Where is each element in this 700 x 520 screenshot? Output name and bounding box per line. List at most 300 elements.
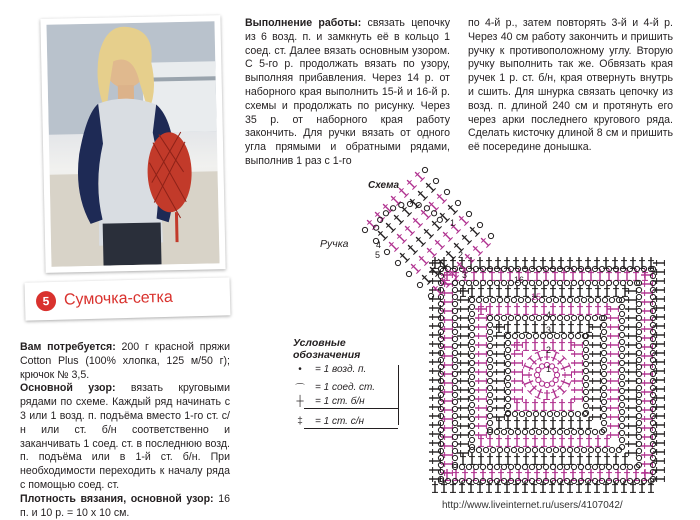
chain-stitch-mark xyxy=(515,464,520,469)
chain-stitch-mark xyxy=(627,478,632,483)
chain-stitch-mark xyxy=(532,447,537,452)
chain-stitch-mark xyxy=(522,464,527,469)
chain-stitch-mark xyxy=(508,266,513,271)
chain-stitch-mark xyxy=(519,333,524,338)
chain-stitch-mark xyxy=(508,429,513,434)
chain-stitch-mark xyxy=(619,346,624,351)
chain-stitch-mark xyxy=(557,464,562,469)
chain-stitch-mark xyxy=(536,429,541,434)
chain-stitch-mark xyxy=(469,332,474,337)
chain-stitch-mark xyxy=(601,420,606,425)
row-number-label: 3 xyxy=(546,325,552,335)
chain-stitch-mark xyxy=(619,311,624,316)
chain-stitch-icon: • xyxy=(298,364,302,375)
chain-stitch-mark xyxy=(540,333,545,338)
chain-stitch-mark xyxy=(452,329,457,334)
chain-stitch-mark xyxy=(613,464,618,469)
chain-stitch-mark xyxy=(536,464,541,469)
chain-stitch-mark xyxy=(544,382,549,387)
chain-stitch-mark xyxy=(505,368,510,373)
chain-stitch-mark xyxy=(480,280,485,285)
chain-stitch-mark xyxy=(592,280,597,285)
chain-stitch-mark xyxy=(550,315,555,320)
legend-underline-2 xyxy=(304,428,398,429)
chain-stitch-mark xyxy=(433,178,438,183)
label-needed: Вам потребуется: xyxy=(20,341,116,353)
chain-stitch-mark xyxy=(636,427,641,432)
chain-stitch-mark xyxy=(606,464,611,469)
chain-stitch-mark xyxy=(494,315,499,320)
chain-stitch-mark xyxy=(619,430,624,435)
chain-stitch-mark xyxy=(494,429,499,434)
chain-stitch-mark xyxy=(636,357,641,362)
chain-stitch-mark xyxy=(511,447,516,452)
chain-stitch-mark xyxy=(557,315,562,320)
chain-stitch-mark xyxy=(619,395,624,400)
chain-stitch-mark xyxy=(636,308,641,313)
chain-stitch-mark xyxy=(469,346,474,351)
chain-stitch-mark xyxy=(601,357,606,362)
chain-stitch-mark xyxy=(588,297,593,302)
double-crochet-icon: ‡ xyxy=(297,416,303,427)
chain-stitch-mark xyxy=(422,167,427,172)
row-number-label: 5 xyxy=(375,250,381,260)
instructions-column-2: по 4-й р., затем повторять 3-й и 4-й р. Через 40 см работу закончить и пришить ручку к противоположному углу. Вторую ручку выполнить так же. Обвязать края ручек 1 р. ст. б/н, края отвернуть внутрь и сшить. Для шнурка связать цепочку из возд. п. длиной 240 см и протянуть его через арки последнего кругового ряда. Сделать кисточку длиной 8 см и пришить её посередине донышка. xyxy=(468,17,673,154)
chain-stitch-mark xyxy=(636,406,641,411)
chain-stitch-mark xyxy=(438,462,443,467)
chain-stitch-mark xyxy=(469,360,474,365)
chain-stitch-mark xyxy=(469,367,474,372)
chain-stitch-mark xyxy=(529,464,534,469)
chain-stitch-mark xyxy=(488,233,493,238)
chain-stitch-mark xyxy=(583,403,588,408)
chain-stitch-mark xyxy=(619,388,624,393)
chain-stitch-mark xyxy=(560,297,565,302)
chain-stitch-mark xyxy=(455,200,460,205)
chain-stitch-mark xyxy=(601,371,606,376)
chain-stitch-mark xyxy=(619,416,624,421)
chain-stitch-mark xyxy=(508,280,513,285)
chain-stitch-mark xyxy=(578,429,583,434)
chain-stitch-mark xyxy=(487,464,492,469)
chain-stitch-mark xyxy=(505,361,510,366)
chain-stitch-mark xyxy=(557,478,562,483)
chain-stitch-mark xyxy=(650,462,655,467)
legend-underline-1 xyxy=(304,408,398,409)
chain-stitch-mark xyxy=(452,287,457,292)
chain-stitch-mark xyxy=(452,427,457,432)
chain-stitch-mark xyxy=(490,297,495,302)
chain-stitch-mark xyxy=(390,206,395,211)
chain-stitch-mark xyxy=(601,385,606,390)
chain-stitch-mark xyxy=(452,301,457,306)
chain-stitch-mark xyxy=(554,411,559,416)
chain-stitch-mark xyxy=(469,304,474,309)
chain-stitch-mark xyxy=(466,280,471,285)
chain-stitch-mark xyxy=(601,350,606,355)
row-number-label: 2 xyxy=(458,250,464,260)
chain-stitch-mark xyxy=(526,411,531,416)
chain-stitch-mark xyxy=(438,322,443,327)
chain-stitch-mark xyxy=(619,360,624,365)
chain-stitch-mark xyxy=(636,441,641,446)
chain-stitch-mark xyxy=(469,353,474,358)
legend-label-dc: = 1 ст. с/н xyxy=(315,416,365,427)
chain-stitch-mark xyxy=(487,322,492,327)
chain-stitch-mark xyxy=(469,318,474,323)
chain-stitch-mark xyxy=(452,378,457,383)
chain-stitch-mark xyxy=(634,478,639,483)
chain-stitch-mark xyxy=(554,333,559,338)
chain-stitch-mark xyxy=(505,347,510,352)
chain-stitch-mark xyxy=(469,395,474,400)
chain-stitch-mark xyxy=(583,340,588,345)
chain-stitch-mark xyxy=(601,364,606,369)
chain-stitch-mark xyxy=(650,448,655,453)
chain-stitch-mark xyxy=(575,411,580,416)
chain-stitch-mark xyxy=(543,464,548,469)
chain-stitch-mark xyxy=(583,347,588,352)
project-number-badge: 5 xyxy=(36,291,57,312)
chain-stitch-mark xyxy=(534,372,539,377)
chain-stitch-mark xyxy=(650,329,655,334)
chain-stitch-mark xyxy=(636,399,641,404)
chain-stitch-mark xyxy=(476,297,481,302)
chain-stitch-mark xyxy=(636,378,641,383)
chain-stitch-mark xyxy=(561,411,566,416)
chain-stitch-mark xyxy=(459,280,464,285)
chain-stitch-mark xyxy=(619,423,624,428)
chain-stitch-mark xyxy=(592,429,597,434)
chain-stitch-mark xyxy=(487,406,492,411)
chain-stitch-mark xyxy=(539,364,544,369)
chain-stitch-mark xyxy=(487,392,492,397)
row-number-label: 1 xyxy=(450,218,456,228)
chain-stitch-mark xyxy=(613,280,618,285)
chain-stitch-mark xyxy=(505,389,510,394)
chain-stitch-mark xyxy=(650,392,655,397)
chain-stitch-mark xyxy=(505,403,510,408)
project-title: Сумочка-сетка xyxy=(63,288,173,309)
chain-stitch-mark xyxy=(619,402,624,407)
chain-stitch-mark xyxy=(452,357,457,362)
chain-stitch-mark xyxy=(571,280,576,285)
chain-stitch-mark xyxy=(627,266,632,271)
chain-stitch-mark xyxy=(601,378,606,383)
slip-stitch-icon: ⌒ xyxy=(295,384,305,395)
chain-stitch-mark xyxy=(560,447,565,452)
chain-stitch-mark xyxy=(487,280,492,285)
legend-frame xyxy=(398,365,399,425)
chain-stitch-mark xyxy=(601,392,606,397)
chain-stitch-mark xyxy=(620,280,625,285)
chain-stitch-mark xyxy=(406,271,411,276)
chain-stitch-mark xyxy=(452,336,457,341)
chain-stitch-mark xyxy=(583,368,588,373)
chain-stitch-mark xyxy=(619,353,624,358)
chain-stitch-mark xyxy=(515,429,520,434)
chain-stitch-mark xyxy=(636,350,641,355)
chain-stitch-mark xyxy=(581,297,586,302)
chain-stitch-mark xyxy=(476,447,481,452)
chain-stitch-mark xyxy=(650,455,655,460)
chain-stitch-mark xyxy=(553,367,558,372)
chain-stitch-mark xyxy=(636,287,641,292)
chain-stitch-mark xyxy=(564,280,569,285)
chain-stitch-mark xyxy=(501,429,506,434)
chain-stitch-mark xyxy=(490,447,495,452)
chain-stitch-mark xyxy=(452,420,457,425)
chain-stitch-mark xyxy=(395,260,400,265)
chain-stitch-mark xyxy=(564,478,569,483)
chain-stitch-mark xyxy=(452,392,457,397)
legend-item-slip xyxy=(293,380,375,395)
chain-stitch-mark xyxy=(574,297,579,302)
text-needed: 200 г красной пряжи Cotton Plus (100% хлопка, 125 м/50 г); крючок № 3,5. xyxy=(20,341,230,381)
chain-stitch-mark xyxy=(619,381,624,386)
chain-stitch-mark xyxy=(469,437,474,442)
chain-stitch-mark xyxy=(636,329,641,334)
chain-stitch-mark xyxy=(512,333,517,338)
chain-stitch-mark xyxy=(469,388,474,393)
chain-stitch-mark xyxy=(487,385,492,390)
chain-stitch-mark xyxy=(636,301,641,306)
chain-stitch-mark xyxy=(487,371,492,376)
chain-stitch-mark xyxy=(568,333,573,338)
handle-label: Ручка xyxy=(320,238,349,250)
chain-stitch-mark xyxy=(487,350,492,355)
chain-stitch-mark xyxy=(469,374,474,379)
chain-stitch-mark xyxy=(636,392,641,397)
chain-stitch-mark xyxy=(601,343,606,348)
chain-stitch-mark xyxy=(452,364,457,369)
chain-stitch-mark xyxy=(554,372,559,377)
chain-stitch-mark xyxy=(557,280,562,285)
legend-label-slip: = 1 соед. ст. xyxy=(315,382,376,393)
chain-stitch-mark xyxy=(553,447,558,452)
chain-stitch-mark xyxy=(466,211,471,216)
chain-stitch-mark xyxy=(533,333,538,338)
chain-stitch-mark xyxy=(606,280,611,285)
chain-stitch-mark xyxy=(518,297,523,302)
legend-item-dc xyxy=(293,416,364,427)
schema-label: Схема xyxy=(368,180,400,191)
legend-title-line1: Условные xyxy=(293,337,346,349)
chain-stitch-mark xyxy=(438,455,443,460)
chain-stitch-mark xyxy=(539,447,544,452)
chain-stitch-mark xyxy=(487,378,492,383)
chain-stitch-mark xyxy=(487,343,492,348)
chain-stitch-mark xyxy=(583,361,588,366)
chain-stitch-mark xyxy=(583,354,588,359)
chain-stitch-mark xyxy=(536,315,541,320)
chain-stitch-mark xyxy=(505,375,510,380)
chain-stitch-mark xyxy=(571,315,576,320)
chain-stitch-mark xyxy=(487,336,492,341)
chain-stitch-mark xyxy=(473,464,478,469)
chain-stitch-mark xyxy=(477,222,482,227)
chain-stitch-mark xyxy=(494,464,499,469)
chain-stitch-mark xyxy=(438,399,443,404)
chain-stitch-mark xyxy=(536,377,541,382)
chain-stitch-mark xyxy=(384,249,389,254)
chain-stitch-mark xyxy=(452,294,457,299)
chain-stitch-mark xyxy=(609,297,614,302)
chain-stitch-mark xyxy=(546,297,551,302)
chain-stitch-mark xyxy=(473,280,478,285)
chain-stitch-mark xyxy=(494,266,499,271)
chain-stitch-mark xyxy=(601,406,606,411)
chain-stitch-mark xyxy=(459,464,464,469)
chain-stitch-mark xyxy=(438,329,443,334)
chain-stitch-mark xyxy=(529,429,534,434)
chain-stitch-mark xyxy=(571,429,576,434)
chain-stitch-mark xyxy=(571,464,576,469)
chain-stitch-mark xyxy=(505,333,510,338)
chain-stitch-mark xyxy=(529,315,534,320)
chain-stitch-mark xyxy=(602,297,607,302)
chain-stitch-mark xyxy=(501,464,506,469)
chain-stitch-mark xyxy=(483,297,488,302)
chain-stitch-mark xyxy=(588,447,593,452)
chain-stitch-mark xyxy=(592,315,597,320)
chain-stitch-mark xyxy=(650,385,655,390)
chain-stitch-mark xyxy=(505,382,510,387)
row-number-label: 1 xyxy=(546,364,552,374)
chain-stitch-mark xyxy=(636,385,641,390)
chain-stitch-mark xyxy=(578,315,583,320)
single-crochet-icon: ┼ xyxy=(296,396,304,407)
chain-stitch-mark xyxy=(452,315,457,320)
chain-stitch-mark xyxy=(550,429,555,434)
chain-stitch-mark xyxy=(636,448,641,453)
chain-stitch-mark xyxy=(483,447,488,452)
chain-stitch-mark xyxy=(522,429,527,434)
chain-stitch-mark xyxy=(585,429,590,434)
chain-stitch-mark xyxy=(564,315,569,320)
chain-stitch-mark xyxy=(469,423,474,428)
chain-stitch-mark xyxy=(469,430,474,435)
chain-stitch-mark xyxy=(469,402,474,407)
chain-stitch-mark xyxy=(438,266,443,271)
chain-stitch-mark xyxy=(636,322,641,327)
chain-stitch-mark xyxy=(583,389,588,394)
chain-stitch-mark xyxy=(508,464,513,469)
chain-stitch-mark xyxy=(452,399,457,404)
chain-stitch-mark xyxy=(452,406,457,411)
chain-stitch-mark xyxy=(469,416,474,421)
chain-stitch-mark xyxy=(501,478,506,483)
chain-stitch-mark xyxy=(636,364,641,369)
chain-stitch-mark xyxy=(599,464,604,469)
chain-stitch-mark xyxy=(543,429,548,434)
chain-stitch-mark xyxy=(601,329,606,334)
chain-stitch-mark xyxy=(602,447,607,452)
chain-stitch-mark xyxy=(585,315,590,320)
chain-stitch-mark xyxy=(636,371,641,376)
chain-stitch-mark xyxy=(505,354,510,359)
chain-stitch-mark xyxy=(571,266,576,271)
chain-stitch-mark xyxy=(469,381,474,386)
chain-stitch-mark xyxy=(469,325,474,330)
chain-stitch-mark xyxy=(466,464,471,469)
chain-stitch-mark xyxy=(452,434,457,439)
row-number-label: 3 xyxy=(462,270,468,280)
chain-stitch-mark xyxy=(581,447,586,452)
chain-stitch-mark xyxy=(452,385,457,390)
chain-stitch-mark xyxy=(578,464,583,469)
chain-stitch-mark xyxy=(585,280,590,285)
row-number-label: 2 xyxy=(546,345,552,355)
chain-stitch-mark xyxy=(497,297,502,302)
chain-stitch-mark xyxy=(636,294,641,299)
chain-stitch-mark xyxy=(438,392,443,397)
chain-stitch-mark xyxy=(452,322,457,327)
chain-stitch-mark xyxy=(627,280,632,285)
chain-stitch-mark xyxy=(522,315,527,320)
legend-item-chain xyxy=(293,364,366,375)
chain-stitch-mark xyxy=(549,381,554,386)
chain-stitch-mark xyxy=(452,308,457,313)
chain-stitch-mark xyxy=(444,189,449,194)
chain-stitch-mark xyxy=(634,266,639,271)
chain-stitch-mark xyxy=(547,411,552,416)
chain-stitch-mark xyxy=(583,382,588,387)
text-density: 16 п. и 10 р. = 10 х 10 см. xyxy=(20,492,230,519)
chain-stitch-mark xyxy=(550,280,555,285)
chain-stitch-mark xyxy=(650,273,655,278)
chain-stitch-mark xyxy=(445,478,450,483)
chain-stitch-mark xyxy=(505,396,510,401)
chain-stitch-mark xyxy=(650,322,655,327)
chain-stitch-mark xyxy=(438,336,443,341)
chain-stitch-mark xyxy=(601,413,606,418)
chain-stitch-mark xyxy=(452,280,457,285)
chain-stitch-mark xyxy=(487,315,492,320)
chain-stitch-mark xyxy=(452,455,457,460)
chain-stitch-mark xyxy=(469,409,474,414)
chain-stitch-mark xyxy=(424,206,429,211)
chain-stitch-mark xyxy=(469,311,474,316)
chain-stitch-mark xyxy=(650,336,655,341)
chain-stitch-mark xyxy=(571,478,576,483)
chain-stitch-mark xyxy=(383,211,388,216)
chain-stitch-mark xyxy=(487,420,492,425)
chain-stitch-mark xyxy=(564,266,569,271)
row-number-label: 16 xyxy=(514,275,525,285)
chain-stitch-mark xyxy=(501,266,506,271)
chain-stitch-mark xyxy=(480,464,485,469)
chain-stitch-mark xyxy=(575,333,580,338)
chain-stitch-mark xyxy=(508,315,513,320)
chain-stitch-mark xyxy=(526,333,531,338)
label-density: Плотность вязания, основной узор: xyxy=(20,492,214,505)
chain-stitch-mark xyxy=(452,371,457,376)
chain-stitch-mark xyxy=(619,332,624,337)
chain-stitch-mark xyxy=(504,447,509,452)
row-number-label: 4 xyxy=(376,240,382,250)
chain-stitch-mark xyxy=(501,315,506,320)
chain-stitch-mark xyxy=(564,464,569,469)
chain-stitch-mark xyxy=(636,315,641,320)
chain-stitch-mark xyxy=(431,211,436,216)
chain-stitch-mark xyxy=(501,280,506,285)
chain-stitch-mark xyxy=(550,464,555,469)
chain-stitch-mark xyxy=(619,318,624,323)
legend-title xyxy=(293,337,360,361)
chain-stitch-mark xyxy=(533,411,538,416)
chain-stitch-mark xyxy=(595,447,600,452)
